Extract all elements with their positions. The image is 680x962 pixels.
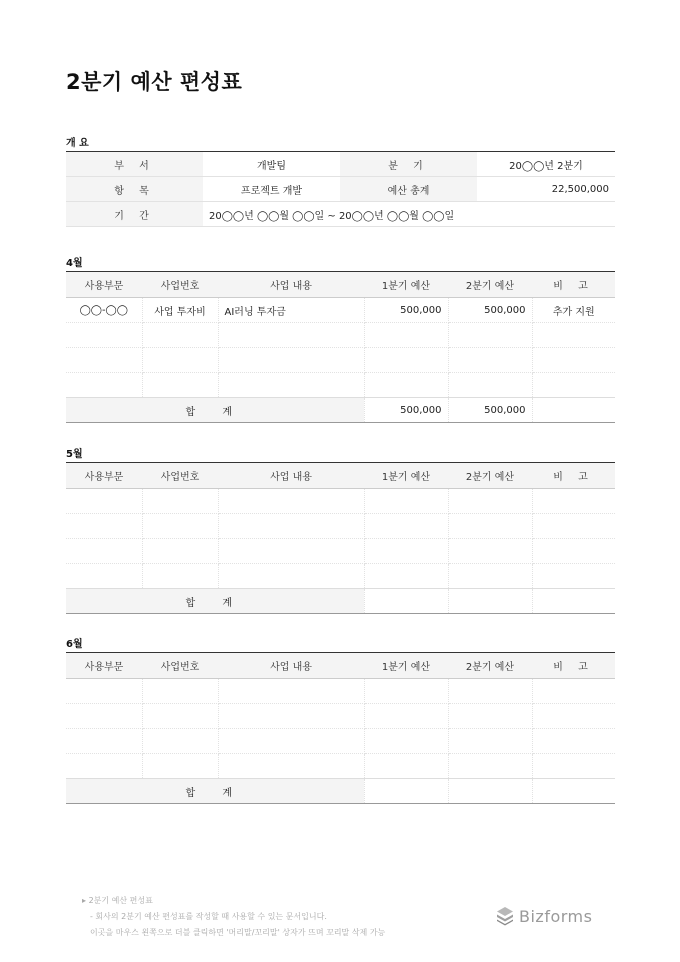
table-cell[interactable]	[364, 754, 448, 779]
total-budget-value[interactable]: 22,500,000	[477, 177, 615, 202]
table-cell[interactable]	[218, 704, 364, 729]
table-cell[interactable]	[448, 539, 532, 564]
table-cell[interactable]	[532, 729, 615, 754]
overview-row	[66, 202, 615, 227]
table-cell[interactable]	[142, 323, 218, 348]
table-row	[66, 373, 615, 398]
table-row	[66, 323, 615, 348]
table-cell[interactable]	[364, 348, 448, 373]
total-row	[66, 589, 615, 614]
table-cell[interactable]	[532, 489, 615, 514]
bizforms-logo-text: Bizforms	[519, 906, 593, 926]
period-label: 기 간	[66, 202, 203, 227]
table-cell[interactable]	[364, 679, 448, 704]
table-cell[interactable]	[532, 539, 615, 564]
table-cell[interactable]	[364, 514, 448, 539]
table-row	[66, 754, 615, 779]
table-header-row	[66, 653, 615, 679]
table-cell[interactable]	[142, 514, 218, 539]
footer-line-desc: - 회사의 2분기 예산 편성표를 작성할 때 사용할 수 있는 문서입니다.	[90, 912, 327, 921]
table-cell[interactable]	[142, 373, 218, 398]
total-label: 합 계	[66, 398, 364, 423]
column-header: 2분기 예산	[448, 653, 532, 679]
column-header: 1분기 예산	[364, 653, 448, 679]
column-header: 2분기 예산	[448, 272, 532, 298]
footer-line-title: ▸ 2분기 예산 편성표	[82, 896, 153, 905]
table-cell[interactable]	[448, 323, 532, 348]
table-row	[66, 348, 615, 373]
column-header: 사업 내용	[218, 463, 364, 489]
total-q1-value[interactable]	[364, 589, 448, 614]
table-cell[interactable]	[218, 754, 364, 779]
table-cell[interactable]	[218, 373, 364, 398]
total-q1-value[interactable]: 500,000	[364, 398, 448, 423]
table-cell[interactable]	[218, 514, 364, 539]
table-row	[66, 729, 615, 754]
table-cell[interactable]: 추가 지원	[532, 298, 615, 323]
table-cell[interactable]	[364, 373, 448, 398]
table-row	[66, 679, 615, 704]
table-cell[interactable]	[448, 373, 532, 398]
quarter-label: 분 기	[340, 152, 477, 177]
month-label: 4월	[66, 258, 83, 269]
table-header-row	[66, 272, 615, 298]
table-cell[interactable]	[142, 729, 218, 754]
overview-row	[66, 152, 615, 177]
total-q1-value[interactable]	[364, 779, 448, 804]
table-cell[interactable]: ◯◯-◯◯	[66, 298, 142, 323]
table-cell[interactable]	[448, 704, 532, 729]
total-remarks-cell[interactable]	[532, 779, 615, 804]
table-cell[interactable]	[142, 564, 218, 589]
table-cell[interactable]	[448, 729, 532, 754]
table-cell[interactable]	[142, 679, 218, 704]
table-row	[66, 564, 615, 589]
table-cell[interactable]	[448, 489, 532, 514]
total-label: 합 계	[66, 779, 364, 804]
column-header: 사업번호	[142, 272, 218, 298]
total-q2-value[interactable]: 500,000	[448, 398, 532, 423]
table-cell[interactable]	[66, 679, 142, 704]
department-label: 부 서	[66, 152, 203, 177]
total-budget-label: 예산 총계	[340, 177, 477, 202]
bizforms-logo	[495, 906, 592, 926]
table-cell[interactable]	[66, 539, 142, 564]
total-row	[66, 779, 615, 804]
table-cell[interactable]	[142, 348, 218, 373]
total-remarks-cell[interactable]	[532, 398, 615, 423]
footer-title-text: 2분기 예산 편성표	[88, 896, 153, 905]
table-cell[interactable]	[532, 564, 615, 589]
table-cell[interactable]	[218, 729, 364, 754]
table-cell[interactable]	[66, 729, 142, 754]
column-header: 비 고	[532, 272, 615, 298]
table-cell[interactable]	[532, 679, 615, 704]
overview-table	[66, 151, 615, 227]
table-cell[interactable]: AI러닝 투자금	[218, 298, 364, 323]
total-remarks-cell[interactable]	[532, 589, 615, 614]
total-q2-value[interactable]	[448, 589, 532, 614]
table-cell[interactable]	[448, 514, 532, 539]
table-cell[interactable]	[532, 373, 615, 398]
table-cell[interactable]	[66, 564, 142, 589]
column-header: 사업 내용	[218, 272, 364, 298]
table-cell[interactable]	[448, 564, 532, 589]
table-cell[interactable]: 500,000	[364, 298, 448, 323]
table-cell[interactable]: 사업 투자비	[142, 298, 218, 323]
table-cell[interactable]	[218, 323, 364, 348]
table-cell[interactable]	[532, 754, 615, 779]
footer-line-hint: 이곳을 마우스 왼쪽으로 더블 클릭하면 '머리말/꼬리말' 상자가 뜨며 꼬리말 삭제 가능	[90, 928, 386, 937]
table-cell[interactable]	[448, 348, 532, 373]
column-header: 사용부문	[66, 463, 142, 489]
table-cell[interactable]	[142, 754, 218, 779]
column-header: 사업번호	[142, 653, 218, 679]
table-cell[interactable]	[448, 679, 532, 704]
column-header: 비 고	[532, 463, 615, 489]
table-cell[interactable]	[448, 754, 532, 779]
table-cell[interactable]	[364, 539, 448, 564]
table-cell[interactable]	[66, 704, 142, 729]
table-cell[interactable]	[364, 704, 448, 729]
item-value[interactable]: 프로젝트 개발	[203, 177, 340, 202]
table-cell[interactable]	[364, 323, 448, 348]
table-cell[interactable]	[66, 489, 142, 514]
table-cell[interactable]: 500,000	[448, 298, 532, 323]
table-cell[interactable]	[142, 704, 218, 729]
table-row	[66, 514, 615, 539]
column-header: 1분기 예산	[364, 463, 448, 489]
table-cell[interactable]	[142, 489, 218, 514]
table-cell[interactable]	[218, 348, 364, 373]
table-cell[interactable]	[532, 323, 615, 348]
table-cell[interactable]	[364, 489, 448, 514]
column-header: 1분기 예산	[364, 272, 448, 298]
column-header: 사용부문	[66, 653, 142, 679]
period-value[interactable]: 20◯◯년 ◯◯월 ◯◯일 ~ 20◯◯년 ◯◯월 ◯◯일	[203, 202, 615, 227]
table-cell[interactable]	[218, 489, 364, 514]
total-row	[66, 398, 615, 423]
footer-note	[72, 893, 385, 941]
department-value[interactable]: 개발팀	[203, 152, 340, 177]
table-cell[interactable]	[142, 539, 218, 564]
table-row	[66, 704, 615, 729]
bizforms-logo-icon	[495, 906, 515, 926]
table-cell[interactable]	[66, 323, 142, 348]
month-label: 5월	[66, 449, 83, 460]
table-row	[66, 298, 615, 323]
column-header: 사업 내용	[218, 653, 364, 679]
table-cell[interactable]	[218, 564, 364, 589]
table-cell[interactable]	[218, 539, 364, 564]
month-label: 6월	[66, 639, 83, 650]
table-cell[interactable]	[364, 729, 448, 754]
column-header: 사업번호	[142, 463, 218, 489]
total-q2-value[interactable]	[448, 779, 532, 804]
overview-row	[66, 177, 615, 202]
total-label: 합 계	[66, 589, 364, 614]
column-header: 비 고	[532, 653, 615, 679]
table-cell[interactable]	[532, 348, 615, 373]
quarter-value[interactable]: 20◯◯년 2분기	[477, 152, 615, 177]
overview-label: 개 요	[66, 138, 89, 149]
table-cell[interactable]	[66, 348, 142, 373]
table-cell[interactable]	[364, 564, 448, 589]
column-header: 2분기 예산	[448, 463, 532, 489]
table-cell[interactable]	[66, 514, 142, 539]
table-cell[interactable]	[66, 373, 142, 398]
item-label: 항 목	[66, 177, 203, 202]
budget-table-month	[66, 271, 615, 423]
budget-table-month	[66, 462, 615, 614]
table-header-row	[66, 463, 615, 489]
column-header: 사용부문	[66, 272, 142, 298]
table-cell[interactable]	[532, 704, 615, 729]
table-row	[66, 539, 615, 564]
table-cell[interactable]	[66, 754, 142, 779]
budget-table-month	[66, 652, 615, 804]
table-cell[interactable]	[532, 514, 615, 539]
table-row	[66, 489, 615, 514]
table-cell[interactable]	[218, 679, 364, 704]
page-title: 2분기 예산 편성표	[66, 70, 243, 94]
